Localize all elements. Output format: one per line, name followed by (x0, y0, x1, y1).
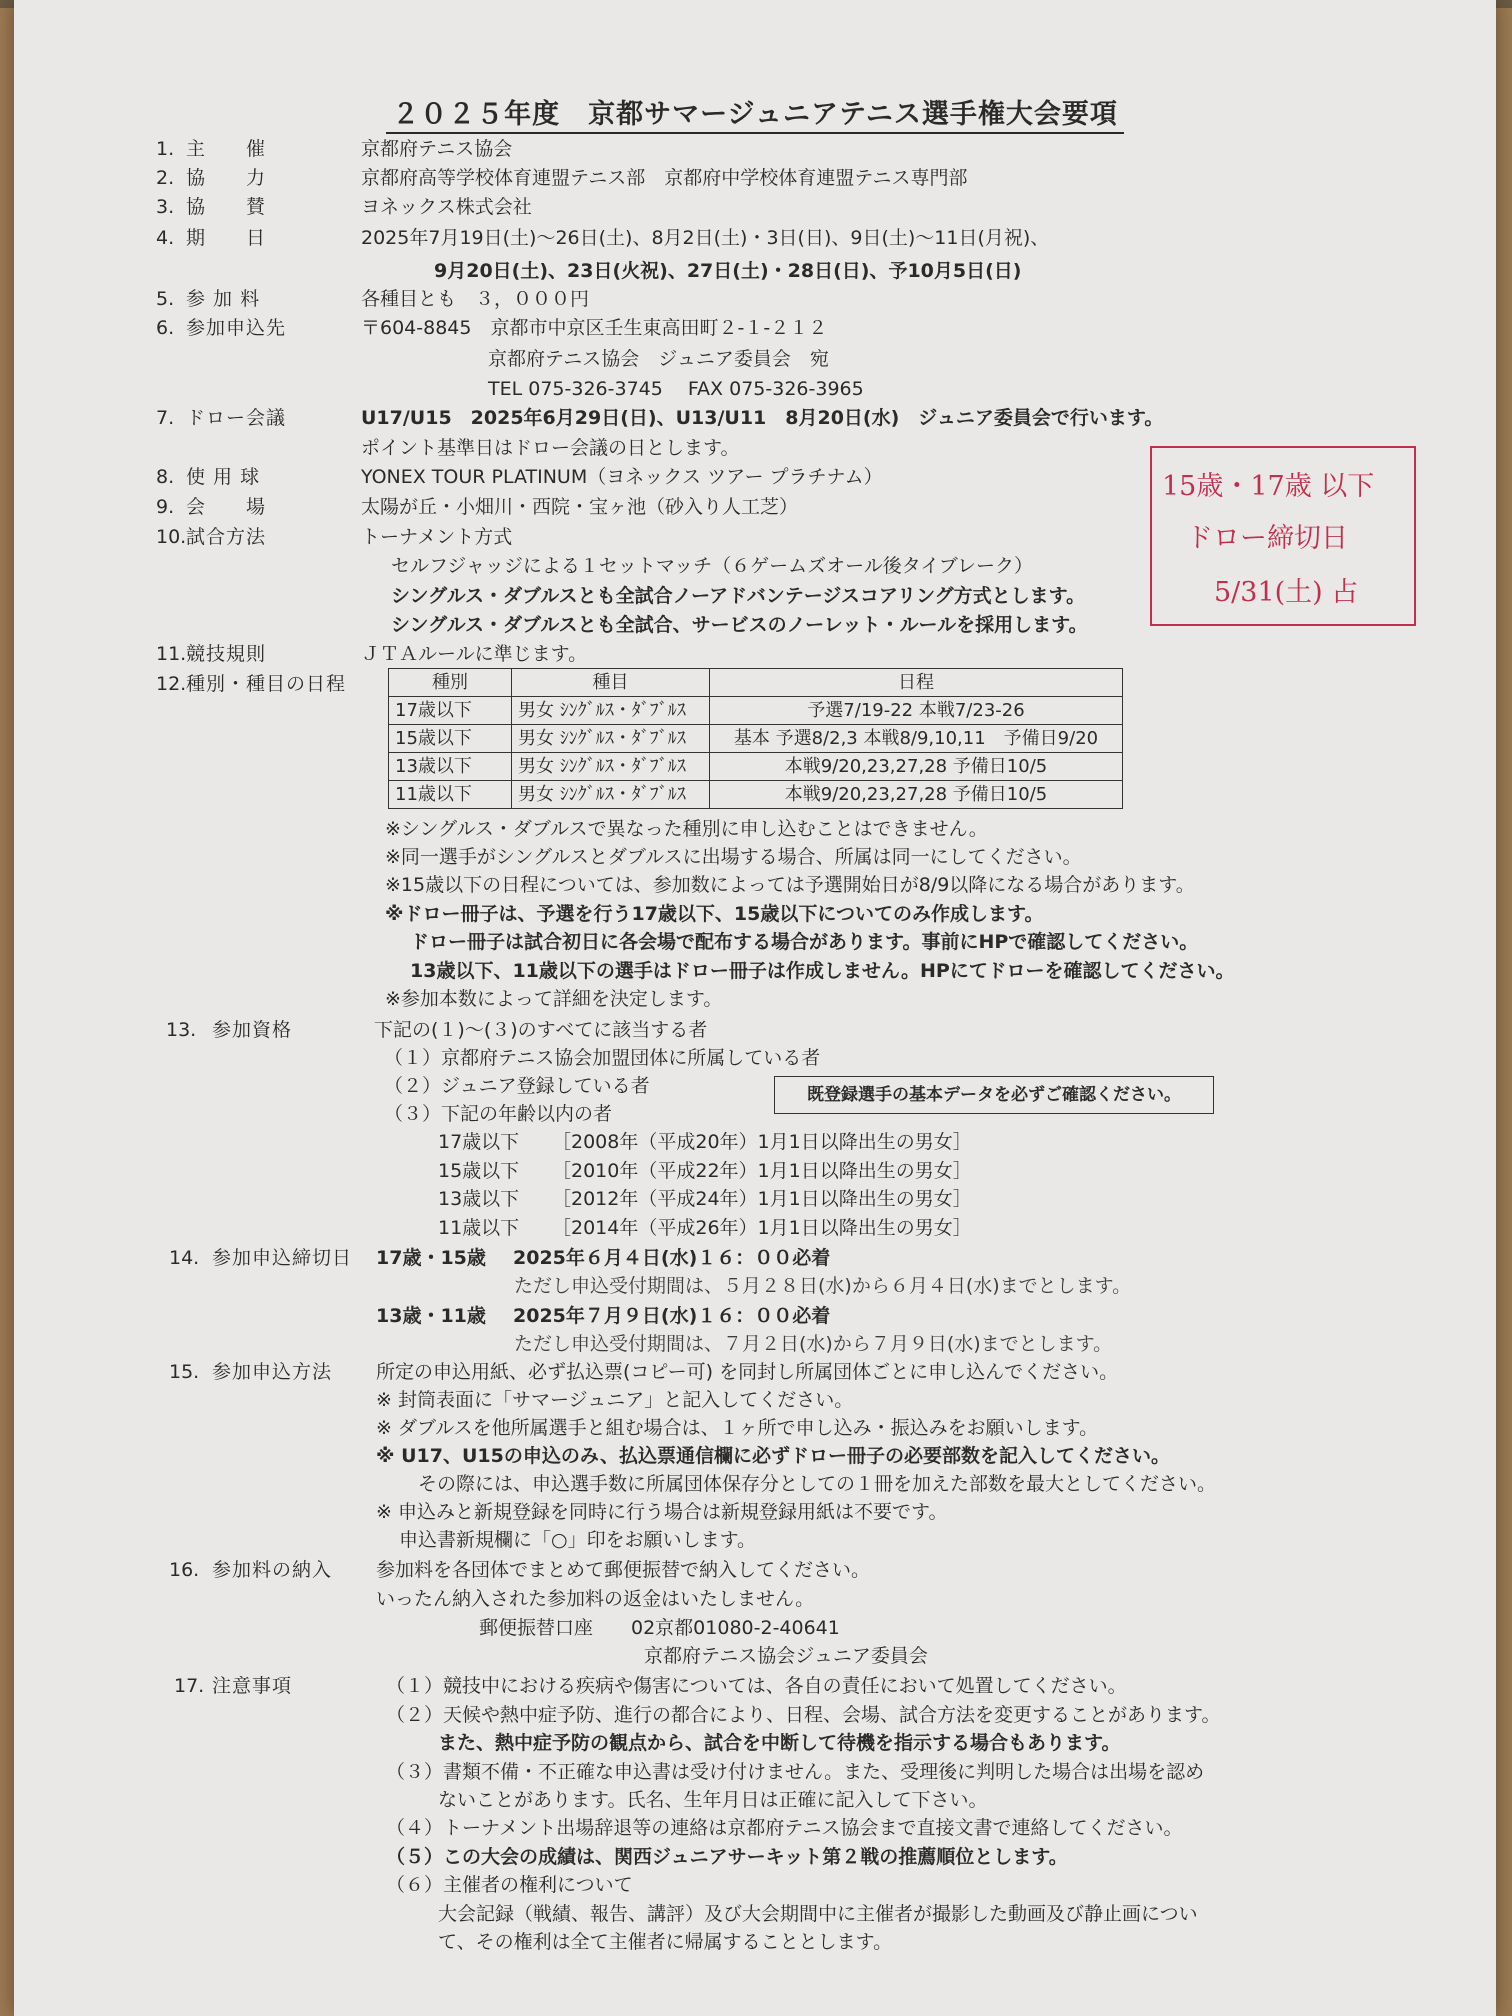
deadline-ages: 13歳・11歳 (376, 1305, 486, 1327)
table-cell: 本戦9/20,23,27,28 予備日10/5 (710, 753, 1123, 781)
note-12: 13歳以下、11歳以下の選手はドロー冊子は作成しません。HPにてドローを確認してください。 (410, 960, 1235, 982)
note-12: ※同一選手がシングルスとダブルスに出場する場合、所属は同一にしてください。 (385, 846, 1082, 868)
note-12: ※シングルス・ダブルスで異なった種別に申し込むことはできません。 (385, 818, 988, 840)
age-born: ［2012年（平成24年）1月1日以降出生の男女］ (552, 1188, 972, 1210)
age-born: ［2014年（平成26年）1月1日以降出生の男女］ (552, 1217, 972, 1239)
deadline-date: 2025年６月４日(水)１６：００必着 (513, 1247, 831, 1269)
age-label: 17歳以下 (438, 1131, 520, 1153)
item-6: 6. 参加申込先 〒604-8845 京都市中京区壬生東高田町２-１-２１２ (156, 317, 828, 339)
table-cell: 男女 ｼﾝｸﾞﾙｽ・ﾀﾞﾌﾞﾙｽ (512, 697, 710, 725)
note-17: ないことがあります。氏名、生年月日は正確に記入して下さい。 (438, 1789, 988, 1811)
item-3: 3. 協 賛 ヨネックス株式会社 (156, 196, 532, 218)
item-14: 14. 参加申込締切日 (169, 1247, 353, 1269)
item-12: 12. 種別・種目の日程 (156, 673, 347, 695)
item-4: 4. 期 日 2025年7月19日(土)～26日(土)、8月2日(土)・3日(日)、9日(土)～11日(月祝)、 (156, 227, 1050, 249)
item-5: 5. 参 加 料 各種目とも ３，０００円 (156, 288, 590, 310)
table-row (389, 697, 1123, 725)
table-row (389, 753, 1123, 781)
handwritten-line: ドロー締切日 (1186, 523, 1348, 554)
schedule-header: 日程 (710, 669, 1123, 697)
note-15: ※ 申込みと新規登録を同時に行う場合は新規登録用紙は不要です。 (376, 1501, 948, 1523)
account-holder: 京都府テニス協会ジュニア委員会 (644, 1645, 928, 1667)
handwritten-deadline-note (1150, 446, 1416, 626)
note-12: ※ドロー冊子は、予選を行う17歳以下、15歳以下についてのみ作成します。 (385, 903, 1044, 925)
item-6-line-3: TEL 075-326-3745 FAX 075-326-3965 (488, 378, 864, 400)
item-7: 7. ドロー会議 U17/U15 2025年6月29日(日)、U13/U11 8月20日(水) ジュニア委員会で行います。 (156, 407, 1164, 429)
table-cell: 本戦9/20,23,27,28 予備日10/5 (710, 781, 1123, 809)
age-born: ［2010年（平成22年）1月1日以降出生の男女］ (552, 1160, 972, 1182)
handwritten-line: 15歳・17歳 以下 (1162, 471, 1375, 502)
item-17: 17. 注意事項 (174, 1675, 293, 1697)
note-15: ※ ダブルスを他所属選手と組む場合は、１ヶ所で申し込み・振込みをお願いします。 (376, 1417, 1099, 1439)
item-15: 15. 参加申込方法 所定の申込用紙、必ず払込票(コピー可) を同封し所属団体ごとに申し込んでください。 (169, 1361, 1119, 1383)
item-11: 11. 競技規則 ＪＴＡルールに準じます。 (156, 643, 588, 665)
table-cell: 11歳以下 (389, 781, 512, 809)
note-17: 大会記録（戦績、報告、講評）及び大会期間中に主催者が撮影した動画及び静止画につい (438, 1903, 1198, 1925)
eligibility-item: （１）京都府テニス協会加盟団体に所属している者 (384, 1047, 821, 1069)
table-row (389, 781, 1123, 809)
item-1: 1. 主 催 京都府テニス協会 (156, 138, 513, 160)
age-label: 11歳以下 (438, 1217, 520, 1239)
schedule-header: 種別 (389, 669, 512, 697)
table-cell: 男女 ｼﾝｸﾞﾙｽ・ﾀﾞﾌﾞﾙｽ (512, 725, 710, 753)
deadline-date: 2025年７月９日(水)１６：００必着 (513, 1305, 831, 1327)
note-17: （４）トーナメント出場辞退等の連絡は京都府テニス協会まで直接文書で連絡してください。 (386, 1817, 1183, 1839)
note-17: （３）書類不備・不正確な申込書は受け付けません。また、受理後に判明した場合は出場を認め (386, 1761, 1205, 1783)
table-cell: 基本 予選8/2,3 本戦8/9,10,11 予備日9/20 (710, 725, 1123, 753)
eligibility-item: （３）下記の年齢以内の者 (384, 1103, 613, 1125)
item-4-dates-2: 9月20日(土)、23日(火祝)、27日(土)・28日(日)、予10月5日(日) (434, 260, 1022, 282)
note-15: ※ U17、U15の申込のみ、払込票通信欄に必ずドロー冊子の必要部数を記入してください。 (376, 1445, 1170, 1467)
note-12: ※参加本数によって詳細を決定します。 (385, 988, 723, 1010)
schedule-header-row (389, 669, 1123, 697)
deadline-period: ただし申込受付期間は、７月２日(水)から７月９日(水)までとします。 (514, 1333, 1113, 1355)
age-label: 15歳以下 (438, 1160, 520, 1182)
schedule-table (388, 668, 1123, 809)
item-10-line-2: セルフジャッジによる１セットマッチ（６ゲームズオール後タイブレーク） (391, 555, 1034, 577)
age-label: 13歳以下 (438, 1188, 520, 1210)
item-16: 16. 参加料の納入 参加料を各団体でまとめて郵便振替で納入してください。 (169, 1559, 871, 1581)
table-cell: 17歳以下 (389, 697, 512, 725)
item-10: 10. 試合方法 トーナメント方式 (156, 526, 513, 548)
item-16-line-2: いったん納入された参加料の返金はいたしません。 (376, 1588, 815, 1610)
note-12: ドロー冊子は試合初日に各会場で配布する場合があります。事前にHPで確認してください。 (410, 931, 1199, 953)
item-8: 8. 使 用 球 YONEX TOUR PLATINUM（ヨネックス ツアー プラチナム） (156, 466, 883, 488)
item-13: 13. 参加資格 下記の(１)～(３)のすべてに該当する者 (166, 1019, 708, 1041)
item-7-line-2: ポイント基準日はドロー会議の日とします。 (361, 437, 740, 459)
schedule-header: 種目 (512, 669, 710, 697)
deadline-ages: 17歳・15歳 (376, 1247, 486, 1269)
document-page (14, 0, 1496, 2016)
eligibility-item: （２）ジュニア登録している者 (384, 1075, 650, 1097)
note-17: て、その権利は全て主催者に帰属することとします。 (438, 1931, 893, 1953)
age-born: ［2008年（平成20年）1月1日以降出生の男女］ (552, 1131, 972, 1153)
note-17: また、熱中症予防の観点から、試合を中断して待機を指示する場合もあります。 (438, 1732, 1121, 1754)
item-6-line-2: 京都府テニス協会 ジュニア委員会 宛 (488, 348, 829, 370)
table-cell: 予選7/19-22 本戦7/23-26 (710, 697, 1123, 725)
table-cell: 13歳以下 (389, 753, 512, 781)
table-cell: 男女 ｼﾝｸﾞﾙｽ・ﾀﾞﾌﾞﾙｽ (512, 753, 710, 781)
note-17: （２）天候や熱中症予防、進行の都合により、日程、会場、試合方法を変更することがあります。 (386, 1704, 1221, 1726)
note-17: （５）この大会の成績は、関西ジュニアサーキット第２戦の推薦順位とします。 (386, 1846, 1068, 1868)
postal-account: 郵便振替口座 02京都01080-2-40641 (479, 1617, 840, 1639)
note-12: ※15歳以下の日程については、参加数によっては予選開始日が8/9以降になる場合があります。 (385, 874, 1195, 896)
document-title: ２０２５年度 京都サマージュニアテニス選手権大会要項 (14, 92, 1496, 131)
item-2: 2. 協 力 京都府高等学校体育連盟テニス部 京都府中学校体育連盟テニス専門部 (156, 167, 968, 189)
note-15: その際には、申込選手数に所属団体保存分としての１冊を加えた部数を最大としてください。 (418, 1473, 1217, 1495)
item-9: 9. 会 場 太陽が丘・小畑川・西院・宝ヶ池（砂入り人工芝） (156, 496, 799, 518)
table-row (389, 725, 1123, 753)
item-10-line-3: シングルス・ダブルスとも全試合ノーアドバンテージスコアリング方式とします。 (391, 585, 1086, 607)
note-17: （６）主催者の権利について (386, 1874, 633, 1896)
deadline-period: ただし申込受付期間は、５月２８日(水)から６月４日(水)までとします。 (514, 1275, 1132, 1297)
table-cell: 男女 ｼﾝｸﾞﾙｽ・ﾀﾞﾌﾞﾙｽ (512, 781, 710, 809)
table-cell: 15歳以下 (389, 725, 512, 753)
note-17: （１）競技中における疾病や傷害については、各自の責任において処置してください。 (386, 1675, 1127, 1697)
note-15: ※ 封筒表面に「サマージュニア」と記入してください。 (376, 1389, 854, 1411)
item-10-line-4: シングルス・ダブルスとも全試合、サービスのノーレット・ルールを採用します。 (391, 614, 1088, 636)
note-15: 申込書新規欄に「○」印をお願いします。 (399, 1529, 757, 1551)
data-check-notice: 既登録選手の基本データを必ずご確認ください。 (774, 1076, 1214, 1114)
handwritten-line: 5/31(土) 占 (1214, 577, 1359, 608)
